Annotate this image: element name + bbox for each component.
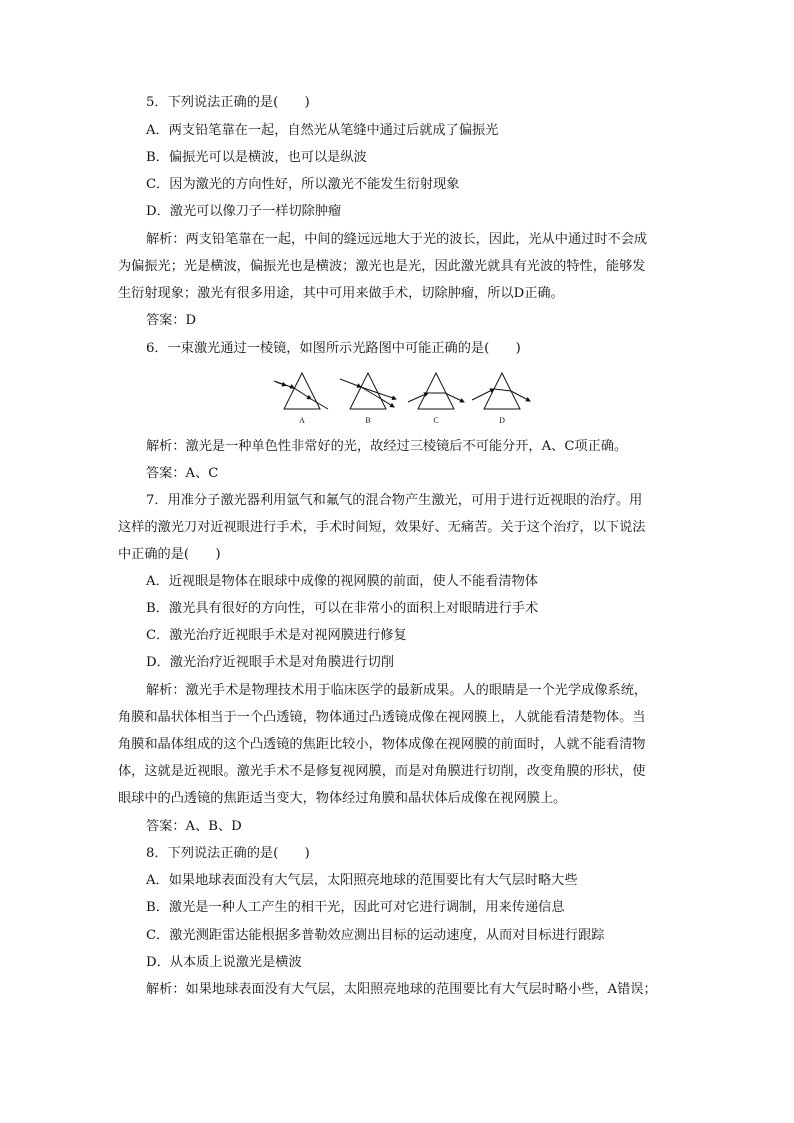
q7-option-d: D．激光治疗近视眼手术是对角膜进行切削 — [146, 655, 394, 670]
q7-analysis-line: 解析：激光手术是物理技术用于临床医学的最新成果。人的眼睛是一个光学成像系统， — [146, 683, 648, 698]
q7-analysis-line: 体，这就是近视眼。激光手术不是修复视网膜，而是对角膜进行切削，改变角膜的形状，使 — [118, 764, 646, 779]
q7-option-a: A．近视眼是物体在眼球中成像的视网膜的前面，使人不能看清物体 — [146, 574, 538, 589]
q6-analysis-line: 解析：激光是一种单色性非常好的光，故经过三棱镜后不可能分开，A、C项正确。 — [146, 439, 628, 454]
q7-option-c: C．激光治疗近视眼手术是对视网膜进行修复 — [146, 628, 407, 643]
ray-b-in — [340, 379, 361, 387]
q5-option-b: B．偏振光可以是横波，也可以是纵波 — [146, 150, 367, 165]
figure-label-c: C — [433, 416, 439, 425]
ray-a — [274, 381, 328, 409]
figure-label-d: D — [499, 416, 505, 425]
figure-label-a: A — [299, 416, 305, 425]
q7-stem-line: 这样的激光刀对近视眼进行手术，手术时间短，效果好、无痛苦。关于这个治疗，以下说法 — [118, 520, 646, 535]
q8-option-b: B．激光是一种人工产生的相干光，因此可对它进行调制，用来传递信息 — [146, 900, 565, 915]
q5-answer: 答案：D — [146, 313, 197, 328]
q5-option-d: D．激光可以像刀子一样切除肿瘤 — [146, 204, 342, 219]
q7-stem-line: 中正确的是( ) — [118, 547, 221, 562]
q7-stem-line: 7．用准分子激光器利用氩气和氟气的混合物产生激光，可用于进行近视眼的治疗。用 — [146, 493, 643, 508]
q7-analysis-line: 眼球中的凸透镜的焦距适当变大，物体经过角膜和晶状体后成像在视网膜上。 — [118, 791, 567, 806]
q8-analysis-line: 解析：如果地球表面没有大气层，太阳照亮地球的范围要比有大气层时略小些，A错误； — [146, 982, 657, 997]
prism-diagram — [270, 369, 532, 429]
q7-option-b: B．激光具有很好的方向性，可以在非常小的面积上对眼睛进行手术 — [146, 601, 539, 616]
q5-analysis-line: 解析：两支铅笔靠在一起，中间的缝远远地大于光的波长，因此，光从中通过时不会成 — [146, 232, 648, 247]
q5-analysis-line: 生衍射现象；激光有很多用途，其中可用来做手术，切除肿瘤，所以D正确。 — [118, 286, 564, 301]
ray-a-arrow — [276, 382, 286, 386]
q6-answer: 答案：A、C — [146, 466, 219, 481]
q6-stem: 6．一束激光通过一棱镜，如图所示光路图中可能正确的是( ) — [146, 341, 521, 356]
ray-c-in — [408, 393, 428, 402]
figure-label-b: B — [365, 416, 371, 425]
q8-option-a: A．如果地球表面没有大气层，太阳照亮地球的范围要比有大气层时略大些 — [146, 873, 578, 888]
q5-option-c: C．因为激光的方向性好，所以激光不能发生衍射现象 — [146, 177, 460, 192]
prism-c — [418, 373, 454, 409]
prism-a — [284, 373, 320, 409]
q5-stem: 5．下列说法正确的是( ) — [146, 95, 310, 110]
q7-analysis-line: 角膜和晶状体相当于一个凸透镜，物体通过凸透镜成像在视网膜上，人就能看清楚物体。当 — [118, 710, 646, 725]
ray-d-mid — [494, 389, 511, 391]
q8-option-d: D．从本质上说激光是横波 — [146, 955, 302, 970]
ray-b-out2 — [378, 397, 394, 407]
q7-answer: 答案：A、B、D — [146, 819, 242, 834]
q5-analysis-line: 为偏振光；光是横波，偏振光也是横波；激光也是光，因此激光就具有光波的特性，能够发 — [118, 259, 646, 274]
q7-analysis-line: 角膜和晶体组成的这个凸透镜的焦距比较小，物体成像在视网膜的前面时，人就不能看清物 — [118, 737, 646, 752]
q8-option-c: C．激光测距雷达能根据多普勒效应测出目标的运动速度，从而对目标进行跟踪 — [146, 928, 605, 943]
q5-option-a: A．两支铅笔靠在一起，自然光从笔缝中通过后就成了偏振光 — [146, 123, 499, 138]
q8-stem: 8．下列说法正确的是( ) — [146, 846, 310, 861]
